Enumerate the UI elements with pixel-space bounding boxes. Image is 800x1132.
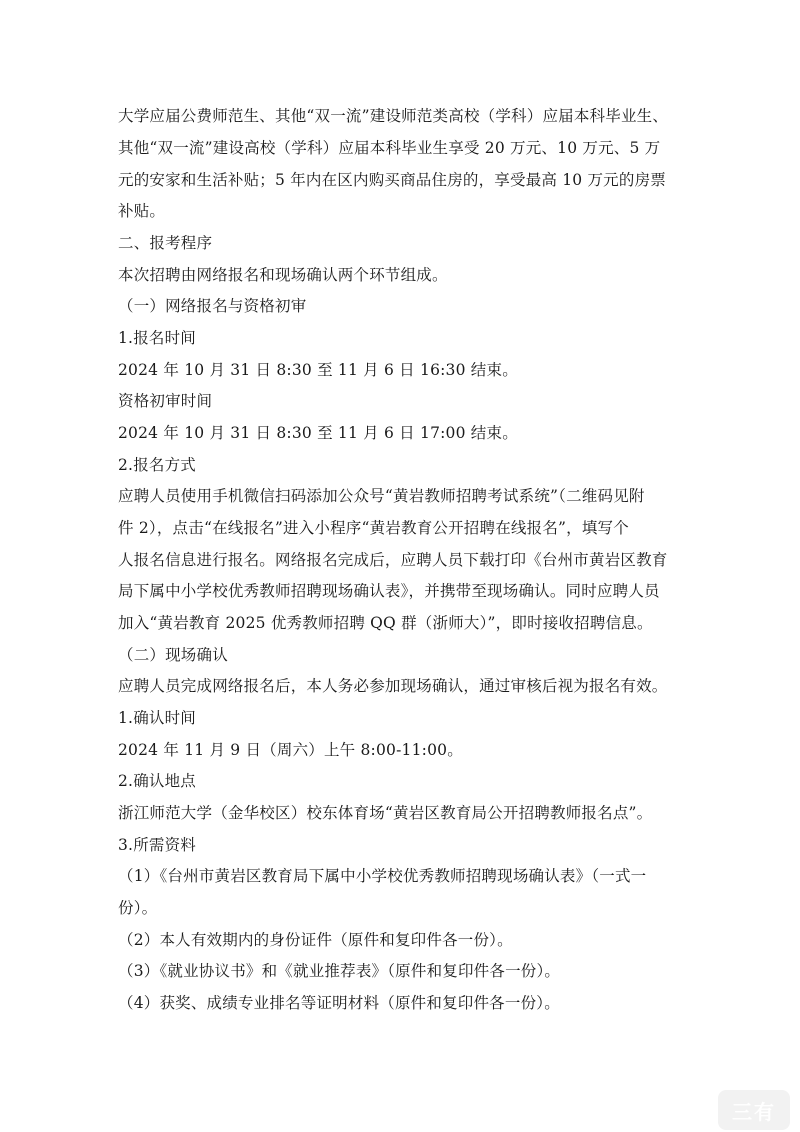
section-heading: 二、报考程序 [118, 234, 213, 252]
list-item: （3）《就业协议书》和《就业推荐表》（原件和复印件各一份）。 [118, 962, 561, 980]
body-text-line: 其他“双一流”建设高校（学科）应届本科毕业生享受 20 万元、10 万元、5 万 [118, 139, 661, 157]
body-text-line: 补贴。 [118, 202, 166, 220]
body-text-line: 人报名信息进行报名。网络报名完成后，应聘人员下载打印《台州市黄岩区教育 [118, 551, 668, 569]
list-item: 份）。 [118, 899, 158, 917]
item-heading: 资格初审时间 [118, 392, 213, 410]
subsection-heading: （一）网络报名与资格初审 [118, 297, 307, 315]
body-text-line: 2024 年 10 月 31 日 8:30 至 11 月 6 日 17:00 结束。 [118, 424, 518, 442]
body-text-line: 2024 年 10 月 31 日 8:30 至 11 月 6 日 16:30 结束。 [118, 361, 518, 379]
body-text-line: 浙江师范大学（金华校区）校东体育场“黄岩区教育局公开招聘教师报名点”。 [118, 804, 653, 822]
body-text-line: 件 2），点击“在线报名”进入小程序“黄岩教育公开招聘在线报名”，填写个 [118, 519, 629, 537]
list-item: （2）本人有效期内的身份证件（原件和复印件各一份）。 [118, 931, 513, 949]
item-heading: 2.报名方式 [118, 456, 196, 474]
list-item: （4）获奖、成绩专业排名等证明材料（原件和复印件各一份）。 [118, 994, 560, 1012]
body-text-line: 元的安家和生活补贴；5 年内在区内购买商品住房的，享受最高 10 万元的房票 [118, 171, 666, 189]
body-text-line: 局下属中小学校优秀教师招聘现场确认表》，并携带至现场确认。同时应聘人员 [118, 582, 660, 600]
list-item: （1）《台州市黄岩区教育局下属中小学校优秀教师招聘现场确认表》（一式一 [118, 867, 647, 885]
subsection-heading: （二）现场确认 [118, 646, 228, 664]
item-heading: 2.确认地点 [118, 772, 196, 790]
item-heading: 1.确认时间 [118, 709, 196, 727]
item-heading: 1.报名时间 [118, 329, 196, 347]
body-text-line: 应聘人员使用手机微信扫码添加公众号“黄岩教师招聘考试系统”（二维码见附 [118, 487, 645, 505]
body-text-line: 大学应届公费师范生、其他“双一流”建设师范类高校（学科）应届本科毕业生、 [118, 107, 669, 125]
body-text-line: 本次招聘由网络报名和现场确认两个环节组成。 [118, 266, 448, 284]
item-heading: 3.所需资料 [118, 836, 196, 854]
body-text-line: 应聘人员完成网络报名后，本人务必参加现场确认，通过审核后视为报名有效。 [118, 677, 668, 695]
watermark-badge: 三有 [718, 1090, 790, 1130]
body-text-line: 加入“黄岩教育 2025 优秀教师招聘 QQ 群（浙师大）”，即时接收招聘信息。 [118, 614, 653, 632]
body-text-line: 2024 年 11 月 9 日（周六）上午 8:00-11:00。 [118, 741, 463, 759]
